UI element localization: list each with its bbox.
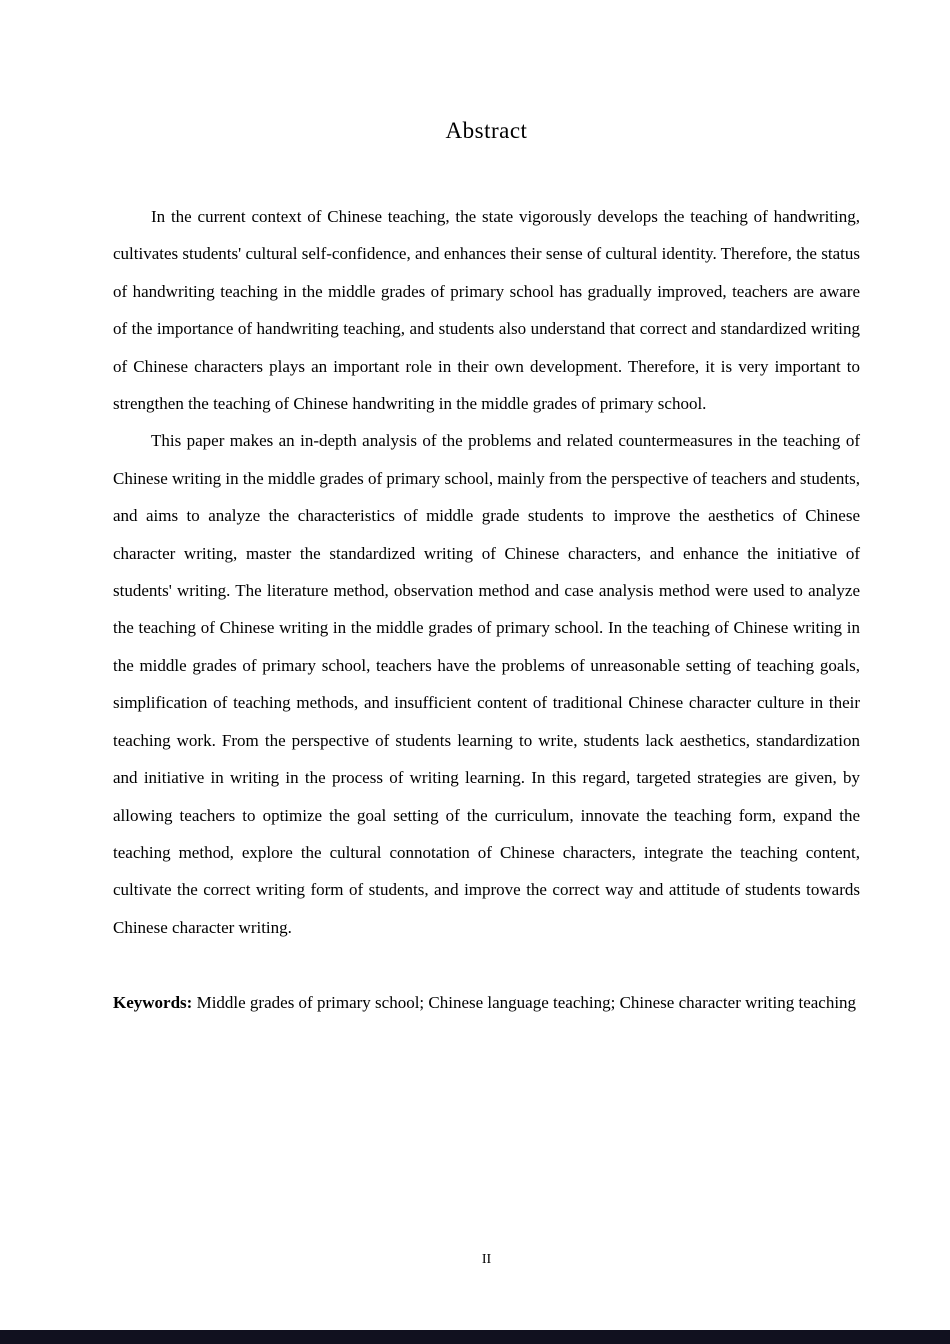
abstract-paragraph-2: This paper makes an in-depth analysis of the problems and related countermeasures in the teaching of Chinese writing in the middle grades of primary school, mainly from the perspective of teachers and students, and aims to analyze the characteristics of middle grade students to improve the aesthetics of Chinese character writing, master the standardized writing of Chinese characters, and enhance the initiative of students' writing. The literature method, observation method and case analysis method were used to analyze the teaching of Chinese writing in the middle grades of primary school. In the teaching of Chinese writing in the middle grades of primary school, teachers have the problems of unreasonable setting of teaching goals, simplification of teaching methods, and insufficient content of traditional Chinese character culture in their teaching work. From the perspective of students learning to write, students lack aesthetics, standardization and initiative in writing in the process of writing learning. In this regard, targeted strategies are given, by allowing teachers to optimize the goal setting of the curriculum, innovate the teaching form, expand the teaching method, explore the cultural connotation of Chinese characters, integrate the teaching content, cultivate the correct writing form of students, and improve the correct way and attitude of students towards Chinese character writing. [113,431,860,937]
keywords-line [113,984,860,1021]
keywords-text: Middle grades of primary school; Chinese language teaching; Chinese character writing teaching [192,992,857,1012]
page-number: II [481,1252,492,1267]
abstract-body [113,198,860,1021]
abstract-paragraph-1: In the current context of Chinese teaching, the state vigorously develops the teaching of handwriting, cultivates students' cultural self-confidence, and enhances their sense of cultural identity. Therefore, the status of handwriting teaching in the middle grades of primary school has gradually improved, teachers are aware of the importance of handwriting teaching, and students also understand that correct and standardized writing of Chinese characters plays an important role in their own development. Therefore, it is very important to strengthen the teaching of Chinese handwriting in the middle grades of primary school. [113,207,860,414]
window-bottom-bar [0,1330,950,1344]
page-title: Abstract [445,118,528,143]
keywords-label: Keywords: [113,992,193,1012]
